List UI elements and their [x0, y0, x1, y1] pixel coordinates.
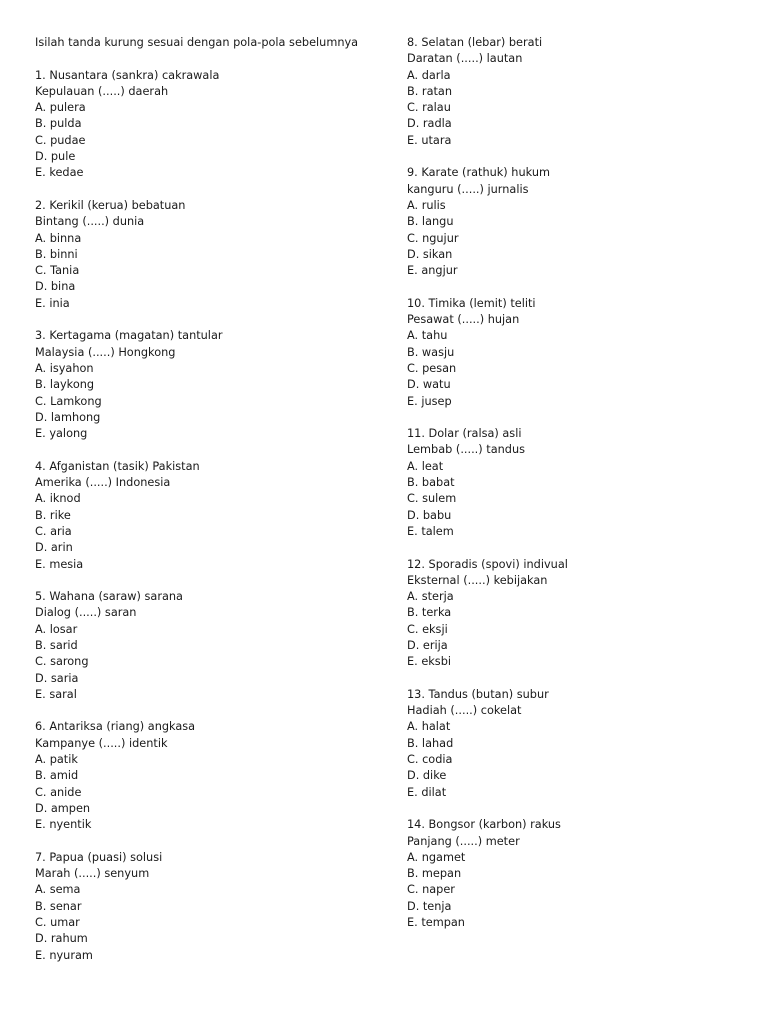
question-target: Dialog (.....) saran	[35, 606, 137, 620]
option-b: B. laykong	[35, 378, 95, 392]
question-7	[35, 850, 395, 964]
option-a: A. patik	[35, 753, 78, 767]
option-c: C. ngujur	[407, 231, 459, 245]
option-b: B. langu	[407, 215, 454, 229]
option-c: C. sarong	[35, 655, 89, 669]
question-5	[35, 589, 395, 703]
option-e: E. nyuram	[35, 948, 93, 962]
question-target: Panjang (.....) meter	[407, 834, 520, 848]
question-11	[407, 426, 767, 540]
question-prompt: 14. Bongsor (karbon) rakus	[407, 818, 561, 832]
option-d: D. sikan	[407, 247, 453, 261]
question-prompt: 6. Antariksa (riang) angkasa	[35, 720, 196, 734]
option-c: C. Tania	[35, 264, 80, 278]
option-d: D. tenja	[407, 899, 452, 913]
question-4	[35, 459, 395, 573]
option-c: C. naper	[407, 883, 455, 897]
question-target: Marah (.....) senyum	[35, 867, 150, 881]
spacer	[407, 540, 767, 556]
spacer	[407, 149, 767, 165]
question-8	[407, 35, 767, 149]
option-e: E. talem	[407, 524, 454, 538]
option-a: A. pulera	[35, 101, 86, 115]
question-prompt: 4. Afganistan (tasik) Pakistan	[35, 459, 200, 473]
option-c: C. pesan	[407, 361, 457, 375]
question-prompt: 11. Dolar (ralsa) asli	[407, 427, 522, 441]
spacer	[35, 834, 395, 850]
option-d: D. erija	[407, 638, 448, 652]
option-d: D. radla	[407, 117, 452, 131]
option-e: E. jusep	[407, 394, 452, 408]
option-e: E. nyentik	[35, 818, 92, 832]
option-c: C. ralau	[407, 101, 451, 115]
option-a: A. rulis	[407, 198, 446, 212]
option-b: B. terka	[407, 606, 452, 620]
question-prompt: 10. Timika (lemit) teliti	[407, 296, 536, 310]
option-b: B. wasju	[407, 345, 455, 359]
option-a: A. losar	[35, 622, 78, 636]
option-e: E. mesia	[35, 557, 84, 571]
spacer	[35, 182, 395, 198]
question-prompt: 5. Wahana (saraw) sarana	[35, 590, 183, 604]
option-e: E. dilat	[407, 785, 447, 799]
question-target: Pesawat (.....) hujan	[407, 313, 520, 327]
instruction-text: Isilah tanda kurung sesuai dengan pola-pola sebelumnya	[35, 36, 359, 49]
question-target: Kampanye (.....) identik	[35, 736, 168, 750]
option-a: A. leat	[407, 459, 444, 473]
option-b: B. babat	[407, 476, 455, 490]
option-e: E. inia	[35, 296, 70, 310]
question-9	[407, 165, 767, 279]
spacer	[35, 312, 395, 328]
option-e: E. kedae	[35, 166, 84, 180]
question-prompt: 3. Kertagama (magatan) tantular	[35, 329, 223, 343]
option-c: C. umar	[35, 916, 80, 930]
question-target: Eksternal (.....) kebijakan	[407, 573, 548, 587]
option-d: D. rahum	[35, 932, 88, 946]
option-a: A. ngamet	[407, 850, 466, 864]
spacer	[407, 801, 767, 817]
spacer	[35, 51, 395, 67]
option-a: A. sema	[35, 883, 81, 897]
question-prompt: 8. Selatan (lebar) berati	[407, 36, 543, 49]
option-d: D. lamhong	[35, 410, 101, 424]
question-1	[35, 68, 395, 182]
question-target: kanguru (.....) jurnalis	[407, 182, 529, 196]
option-d: D. saria	[35, 671, 79, 685]
option-b: B. rike	[35, 508, 71, 522]
option-a: A. darla	[407, 68, 451, 82]
question-6	[35, 719, 395, 833]
question-13	[407, 687, 767, 801]
option-e: E. utara	[407, 133, 452, 147]
question-target: Hadiah (.....) cokelat	[407, 704, 522, 718]
option-e: E. eksbi	[407, 655, 452, 669]
option-a: A. isyahon	[35, 361, 94, 375]
question-prompt: 1. Nusantara (sankra) cakrawala	[35, 68, 220, 82]
option-e: E. angjur	[407, 264, 458, 278]
spacer	[407, 671, 767, 687]
option-a: A. halat	[407, 720, 451, 734]
option-b: B. binni	[35, 247, 78, 261]
option-d: D. ampen	[35, 801, 91, 815]
question-14	[407, 817, 767, 931]
spacer	[35, 703, 395, 719]
question-target: Kepulauan (.....) daerah	[35, 84, 169, 98]
spacer	[407, 279, 767, 295]
option-e: E. yalong	[35, 427, 88, 441]
right-column	[407, 35, 767, 931]
spacer	[407, 410, 767, 426]
option-c: C. codia	[407, 753, 453, 767]
question-target: Lembab (.....) tandus	[407, 443, 525, 457]
option-d: D. arin	[35, 541, 73, 555]
question-prompt: 7. Papua (puasi) solusi	[35, 850, 163, 864]
question-12	[407, 557, 767, 671]
option-c: C. eksji	[407, 622, 448, 636]
option-d: D. babu	[407, 508, 452, 522]
option-c: C. anide	[35, 785, 82, 799]
option-c: C. sulem	[407, 492, 457, 506]
option-b: B. sarid	[35, 638, 78, 652]
question-target: Amerika (.....) Indonesia	[35, 476, 171, 490]
option-d: D. watu	[407, 378, 451, 392]
question-target: Daratan (.....) lautan	[407, 52, 523, 66]
option-d: D. bina	[35, 280, 76, 294]
option-a: A. sterja	[407, 590, 454, 604]
question-target: Bintang (.....) dunia	[35, 215, 145, 229]
question-3	[35, 328, 395, 442]
question-prompt: 9. Karate (rathuk) hukum	[407, 166, 550, 180]
option-b: B. senar	[35, 899, 82, 913]
spacer	[35, 573, 395, 589]
option-c: C. Lamkong	[35, 394, 102, 408]
question-prompt: 13. Tandus (butan) subur	[407, 687, 549, 701]
question-prompt: 2. Kerikil (kerua) bebatuan	[35, 198, 186, 212]
question-prompt: 12. Sporadis (spovi) indivual	[407, 557, 568, 571]
option-e: E. tempan	[407, 916, 465, 930]
option-b: B. amid	[35, 769, 79, 783]
option-a: A. iknod	[35, 492, 81, 506]
option-b: B. ratan	[407, 84, 453, 98]
left-column	[35, 35, 395, 964]
option-b: B. pulda	[35, 117, 82, 131]
option-c: C. pudae	[35, 133, 86, 147]
option-c: C. aria	[35, 524, 72, 538]
question-2	[35, 198, 395, 312]
spacer	[35, 442, 395, 458]
option-d: D. pule	[35, 150, 76, 164]
question-10	[407, 296, 767, 410]
question-target: Malaysia (.....) Hongkong	[35, 345, 176, 359]
option-d: D. dike	[407, 769, 447, 783]
option-b: B. mepan	[407, 867, 462, 881]
option-a: A. tahu	[407, 329, 448, 343]
option-b: B. lahad	[407, 736, 454, 750]
option-e: E. saral	[35, 687, 77, 701]
option-a: A. binna	[35, 231, 82, 245]
